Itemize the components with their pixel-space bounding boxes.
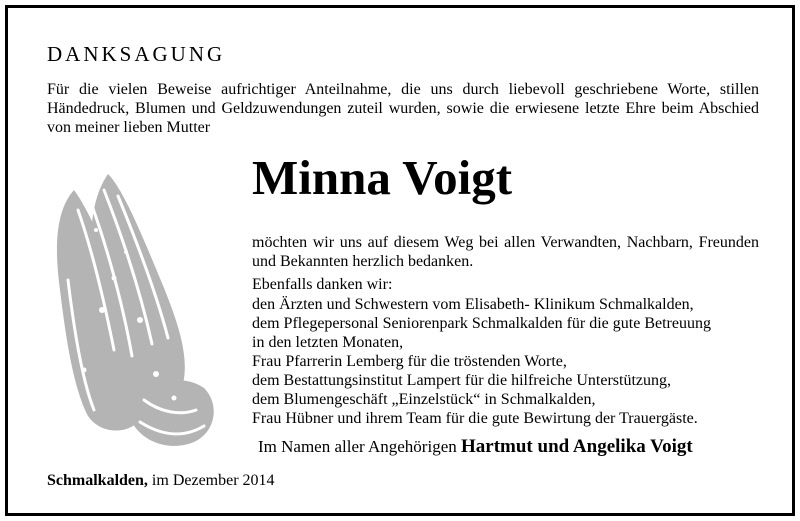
intro-text: Für die vielen Beweise aufrichtiger Anteilnahme, die uns durch liebevoll geschriebene Worte, stillen Händedruck, Blumen und Geldzuwendungen zuteil wurden, sowie die erwiesene letzte Ehre beim Abschied von meiner lieben Mutter xyxy=(47,81,759,136)
list-item: in den letzten Monaten, xyxy=(252,334,404,351)
place-date xyxy=(47,473,275,489)
signature xyxy=(258,437,693,456)
list-item: Frau Hübner und ihrem Team für die gute Bewirtung der Trauergäste. xyxy=(252,410,698,427)
list-item: Frau Pfarrerin Lemberg für die tröstenden Worte, xyxy=(252,353,567,370)
also-thanks-label: Ebenfalls danken wir: xyxy=(252,276,393,293)
list-item: dem Pflegepersonal Seniorenpark Schmalkalden für die gute Betreuung xyxy=(252,315,711,332)
list-item: den Ärzten und Schwestern vom Elisabeth- Klinikum Schmalkalden, xyxy=(252,296,694,313)
deceased-name: Minna Voigt xyxy=(252,150,513,205)
praying-hands-icon xyxy=(44,160,222,450)
heading: DANKSAGUNG xyxy=(47,42,226,66)
place-city: Schmalkalden, xyxy=(47,472,148,489)
list-item: dem Bestattungsinstitut Lampert für die hilfreiche Unterstützung, xyxy=(252,372,672,389)
obituary-notice xyxy=(5,5,795,516)
signature-prefix: Im Namen aller Angehörigen xyxy=(258,437,457,456)
thanks-text: möchten wir uns auf diesem Weg bei allen Verwandten, Nachbarn, Freunden und Bekannten herzlich bedanken. xyxy=(252,234,759,270)
also-thanks-list xyxy=(252,295,772,428)
list-item: dem Blumengeschäft „Einzelstück“ in Schmalkalden, xyxy=(252,391,596,408)
place-date-text: im Dezember 2014 xyxy=(151,472,275,489)
signature-names: Hartmut und Angelika Voigt xyxy=(461,436,693,457)
